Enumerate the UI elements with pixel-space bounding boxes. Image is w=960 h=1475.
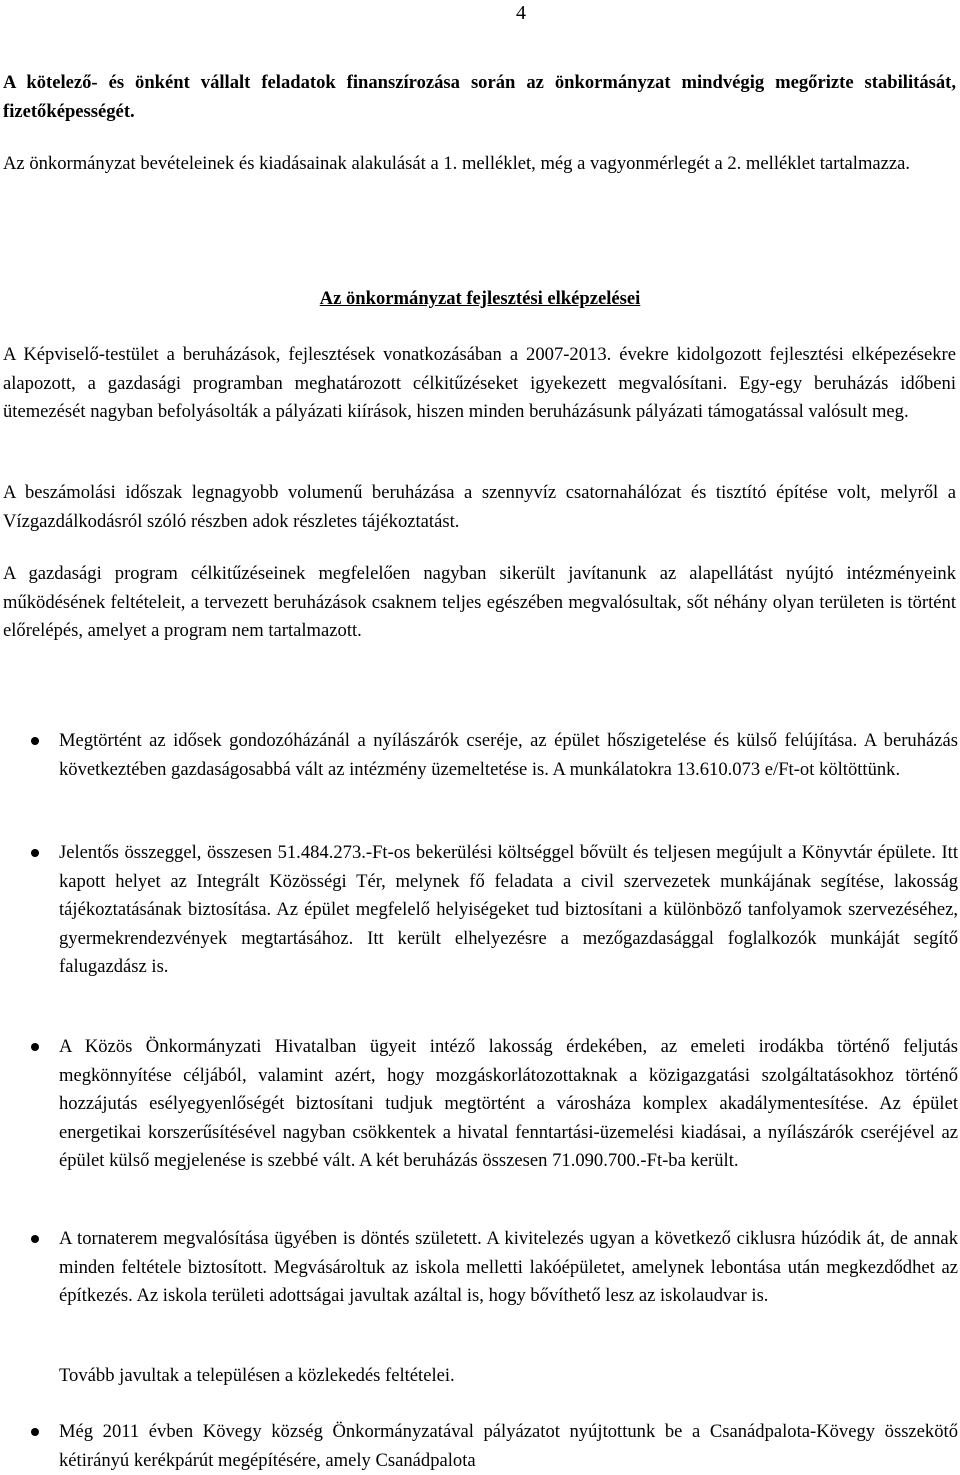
attachments-paragraph: Az önkormányzat bevételeinek és kiadásainak alakulását a 1. melléklet, még a vagyonmérlegét a 2. melléklet tartalmazza. xyxy=(3,153,911,174)
bullet-item-gym: A tornaterem megvalósítása ügyében is döntés született. A kivitelezés ugyan a következő ciklusra húzódik át, de annak minden feltétele biztosított. Megvásároltuk az iskola melletti lakóépületet, amelynek lebontása után megkezdődhet az építkezés. Az iskola területi adottságai javultak azáltal is, hogy bővíthető lesz az iskolaudvar is. xyxy=(59,1228,958,1307)
sewer-paragraph: A beszámolási időszak legnagyobb volumenű beruházása a szennyvíz csatornahálózat és tisztító építése volt, melyről a Vízgazdálkodásról szóló részben adok részletes tájékoztatást. xyxy=(3,482,956,532)
bullet-icon xyxy=(31,1428,39,1436)
intro-paragraph: A kötelező- és önként vállalt feladatok finanszírozása során az önkormányzat mindvégig megőrizte stabilitását, fizetőképességét. xyxy=(3,72,956,122)
bullet-item-library: Jelentős összeggel, összesen 51.484.273.-Ft-os bekerülési költséggel bővült és teljesen megújult a Könyvtár épülete. Itt kapott helyet az Integrált Közösségi Tér, melynek fő feladata a civil szervezetek munkájának segítése, lakosság tájékoztatásának biztosítása. Az épület megfelelő helyiségeket tud biztosítani a különböző tanfolyamok szervezéséhez, gyermekrendezvények megtartásához. Itt került elhelyezésre a mezőgazdasággal foglalkozók munkáját segítő falugazdász is. xyxy=(59,842,958,978)
transport-paragraph: Tovább javultak a településen a közlekedés feltételei. xyxy=(59,1365,455,1386)
bullet-icon xyxy=(31,1235,39,1243)
bullet-item-elderly-home: Megtörtént az idősek gondozóházánál a nyílászárók cseréje, az épület hőszigetelése és külső felújítása. A beruházás következtében gazdaságosabbá vált az intézmény üzemeltetése is. A munkálatokra 13.610.073 e/Ft-ot költöttünk. xyxy=(59,730,958,780)
bullet-item-town-hall: A Közös Önkormányzati Hivatalban ügyeit intéző lakosság érdekében, az emeleti irodákba történő feljutás megkönnyítése céljából, valamint azért, hogy mozgáskorlátozottaknak a közigazgatási szolgáltatásokhoz történő hozzájutás esélyegyenlőségét biztosítani tudjuk megtörtént a városháza komplex akadálymentesítése. Az épület energetikai korszerűsítésével nagyban csökkentek a hivatal fenntartási-üzemelési kiadásai, a nyílászárók cseréjével az épület külső megjelenése is szebbé vált. A két beruházás összesen 71.090.700.-Ft-ba került. xyxy=(59,1036,958,1172)
program-paragraph: A gazdasági program célkitűzéseinek megfelelően nagyban sikerült javítanunk az alapellátást nyújtó intézményeink működésének feltételeit, a tervezett beruházások csaknem teljes egészében megvalósultak, sőt néhány olyan területen is történt előrelépés, amelyet a program nem tartalmazott. xyxy=(3,563,956,642)
bullet-icon xyxy=(31,737,39,745)
section-heading: Az önkormányzat fejlesztési elképzelései xyxy=(319,288,641,309)
bullet-item-bike-path: Még 2011 évben Kövegy község Önkormányzatával pályázatot nyújtottunk be a Csanádpalota-Kövegy összekötő kétirányú kerékpárút megépítésére, amely Csanádpalota xyxy=(59,1421,958,1471)
bullet-icon xyxy=(31,849,39,857)
development-paragraph: A Képviselő-testület a beruházások, fejlesztések vonatkozásában a 2007-2013. évekre kidolgozott fejlesztési elképezésekre alapozott, a gazdasági programban meghatározott célkitűzéseket igyekezett megvalósítani. Egy-egy beruházás időbeni ütemezését nagyban befolyásolták a pályázati kiírások, hiszen minden beruházásunk pályázati támogatással valósult meg. xyxy=(3,344,956,423)
page-number: 4 xyxy=(516,2,526,24)
bullet-icon xyxy=(31,1043,39,1051)
